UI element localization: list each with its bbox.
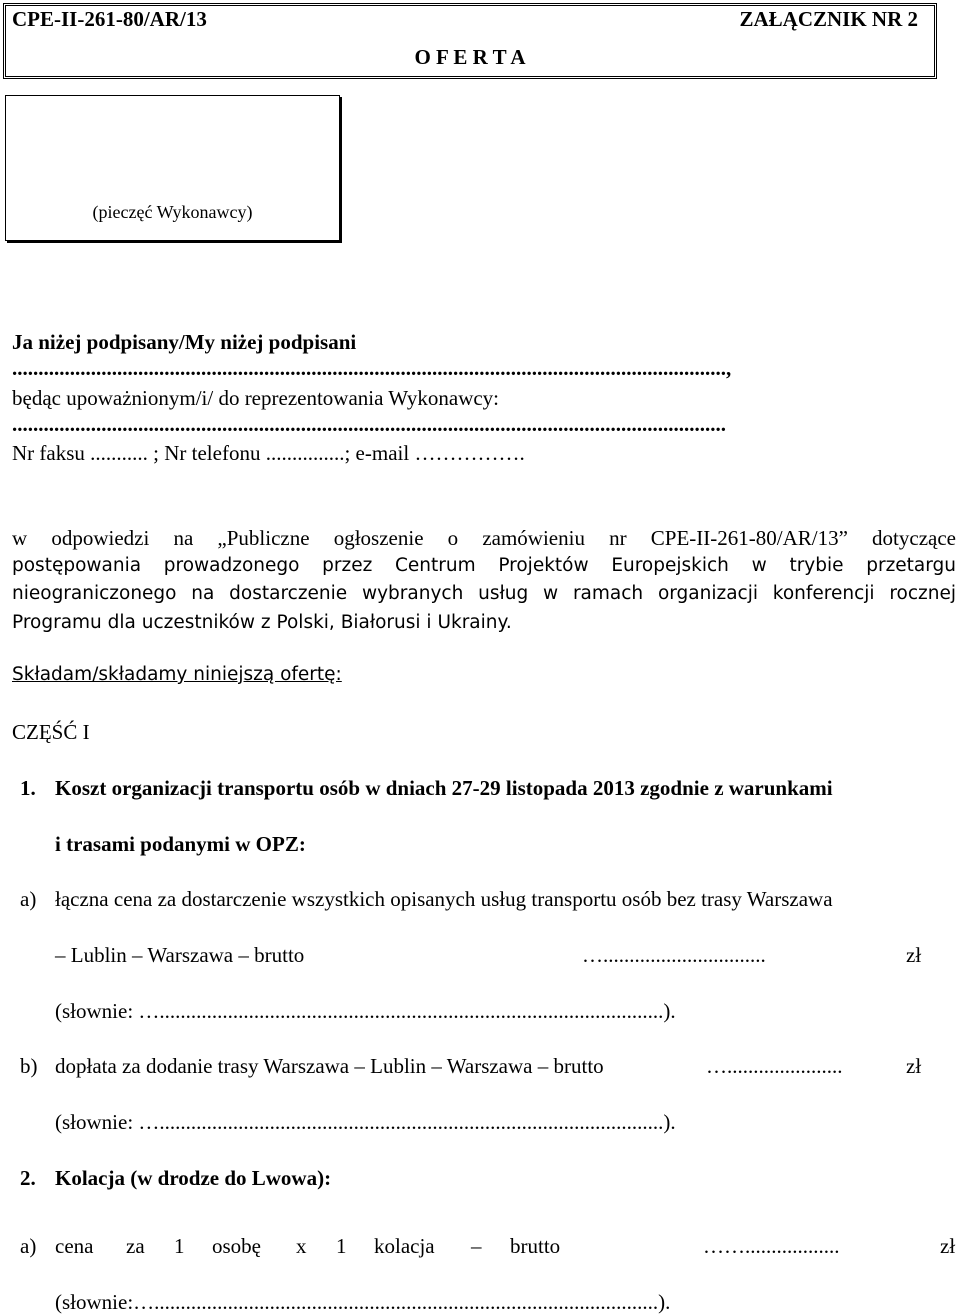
page-title: O F E R T A [414, 45, 526, 69]
item-1b-amount-field[interactable]: …...................... [706, 1054, 843, 1078]
part-heading: CZĘŚĆ I [12, 720, 90, 744]
item-2a-word-2: 1 [174, 1234, 185, 1258]
intro-line-4: Programu dla uczestników z Polski, Białorusi i Ukrainy. [12, 612, 512, 633]
intro-line-3: nieograniczonego na dostarczenie wybranych usług w ramach organizacji konferencji rocznej [12, 583, 956, 604]
signatory-label: Ja niżej podpisany/My niżej podpisani [12, 330, 357, 354]
signatory-name-line[interactable]: ........................................................................................................................................, [12, 356, 732, 380]
intro-line-2: postępowania prowadzonego przez Centrum Projektów Europejskich w trybie przetargu [12, 555, 956, 576]
item-2a-word-3: osobę [212, 1234, 261, 1258]
item-1-number: 1. [20, 776, 36, 800]
contact-line [12, 441, 525, 466]
item-1a-words-field[interactable]: (słownie: …................................................................................................). [55, 999, 676, 1023]
item-1a-amount-field[interactable]: …............................... [582, 943, 766, 967]
item-2a-word-8: brutto [510, 1234, 561, 1258]
email-field[interactable]: ……………. [414, 441, 525, 465]
item-1b-words-field[interactable]: (słownie: …................................................................................................). [55, 1110, 676, 1134]
submit-offer-text: Składam/składamy niniejszą ofertę: [12, 664, 342, 685]
email-label: e-mail [350, 441, 415, 465]
stamp-caption: (pieczęć Wykonawcy) [92, 202, 253, 222]
item-1b-currency: zł [906, 1054, 922, 1078]
attachment-label: ZAŁĄCZNIK NR 2 [739, 7, 918, 31]
item-2a-word-7: – [471, 1234, 482, 1258]
fax-field[interactable]: ........... [90, 441, 148, 465]
item-2a-word-5: 1 [336, 1234, 347, 1258]
item-1a-text-line-1: łączna cena za dostarczenie wszystkich opisanych usług transportu osób bez trasy Warszawa [55, 887, 833, 911]
item-2-title: Kolacja (w drodze do Lwowa): [55, 1166, 332, 1190]
item-2a-words-field[interactable]: (słownie:…................................................................................................). [55, 1290, 671, 1314]
item-1-title-line-1: Koszt organizacji transportu osób w dniach 27-29 listopada 2013 zgodnie z warunkami [55, 776, 833, 800]
fax-label: Nr faksu [12, 441, 91, 465]
phone-field[interactable]: ...............; [265, 441, 351, 465]
phone-label: ; Nr telefonu [147, 441, 266, 465]
item-1a-text-line-2: – Lublin – Warszawa – brutto [55, 943, 305, 967]
representing-label: będąc upoważnionym/i/ do reprezentowania Wykonawcy: [12, 386, 500, 410]
contractor-line[interactable]: ........................................................................................................................................ [12, 412, 726, 436]
intro-line-1: w odpowiedzi na „Publiczne ogłoszenie o zamówieniu nr CPE-II-261-80/AR/13” dotyczące [12, 526, 956, 550]
item-1-title-line-2: i trasami podanymi w OPZ: [55, 832, 306, 856]
contractor-stamp-box [5, 95, 340, 241]
item-2a-currency: zł [940, 1234, 956, 1258]
item-2a-word-6: kolacja [374, 1234, 435, 1258]
item-2-number: 2. [20, 1166, 36, 1190]
item-1a-letter: a) [20, 887, 37, 911]
reference-number: CPE-II-261-80/AR/13 [12, 7, 207, 31]
item-2a-word-0: cena [55, 1234, 94, 1258]
item-1b-text: dopłata za dodanie trasy Warszawa – Lublin – Warszawa – brutto [55, 1054, 604, 1078]
item-2a-amount-field[interactable]: …….................. [703, 1234, 840, 1258]
item-1b-letter: b) [20, 1054, 38, 1078]
item-2a-word-4: x [296, 1234, 307, 1258]
item-1a-currency: zł [906, 943, 922, 967]
item-2a-letter: a) [20, 1234, 37, 1258]
item-2a-word-1: za [126, 1234, 145, 1258]
